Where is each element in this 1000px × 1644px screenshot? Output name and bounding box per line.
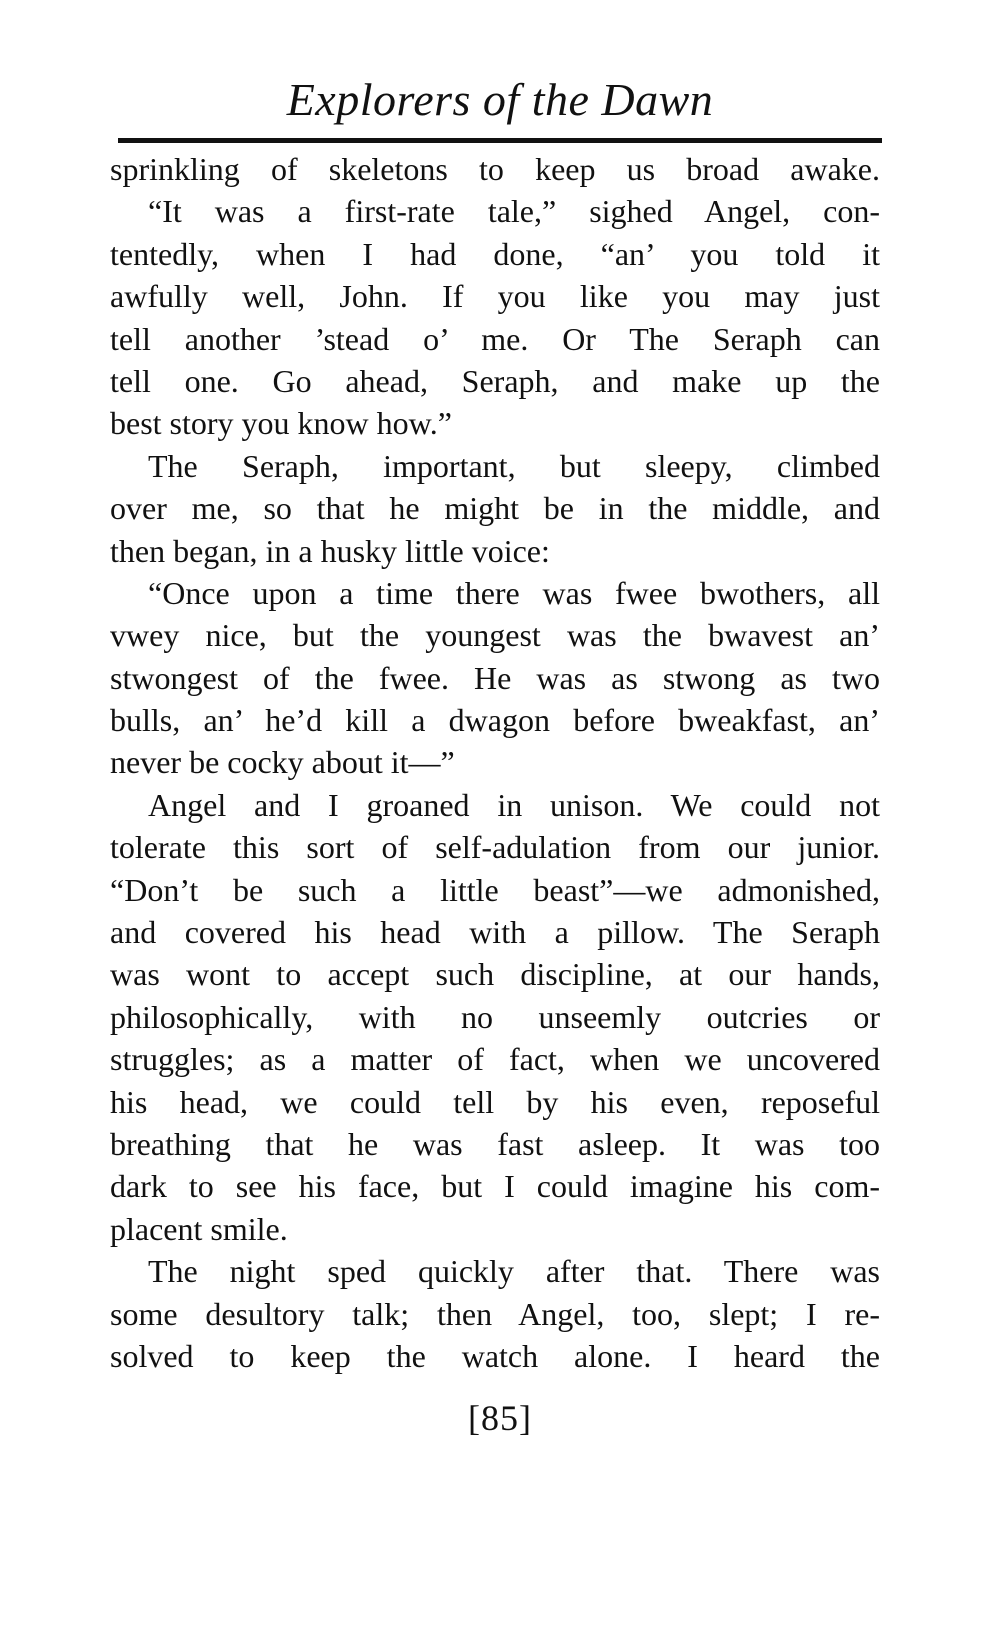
text-line: stwongest of the fwee. He was as stwong as two	[110, 659, 880, 696]
text-line: “It was a first-rate tale,” sighed Angel, con-	[148, 193, 880, 230]
text-line: solved to keep the watch alone. I heard the	[110, 1337, 880, 1374]
text-line: tell another ’stead o’ me. Or The Seraph can	[110, 320, 880, 357]
text-line: tentedly, when I had done, “an’ you told it	[110, 235, 880, 272]
text-line: “Don’t be such a little beast”—we admonished,	[110, 871, 880, 908]
header-rule	[118, 138, 882, 143]
text-line: over me, so that he might be in the middle, and	[110, 490, 880, 527]
text-line: The night sped quickly after that. There was	[148, 1253, 880, 1290]
text-line: then began, in a husky little voice:	[110, 532, 550, 569]
text-line: philosophically, with no unseemly outcries or	[110, 998, 880, 1035]
body-text	[110, 148, 880, 1377]
text-line: Angel and I groaned in unison. We could not	[148, 786, 880, 823]
text-line: best story you know how.”	[110, 405, 452, 442]
text-line: his head, we could tell by his even, reposeful	[110, 1083, 880, 1120]
text-line: was wont to accept such discipline, at our hands,	[110, 956, 880, 993]
text-line: dark to see his face, but I could imagine his com-	[110, 1168, 880, 1205]
page-number: [85]	[468, 1398, 532, 1438]
text-line: sprinkling of skeletons to keep us broad awake.	[110, 151, 880, 187]
text-line: The Seraph, important, but sleepy, climbed	[148, 447, 880, 484]
text-line: never be cocky about it—”	[110, 744, 455, 781]
text-line: some desultory talk; then Angel, too, slept; I re-	[110, 1295, 880, 1332]
text-line: awfully well, John. If you like you may just	[110, 278, 880, 315]
text-line: tolerate this sort of self-adulation from our junior.	[110, 829, 880, 866]
text-line: placent smile.	[110, 1210, 288, 1247]
text-line: breathing that he was fast asleep. It was too	[110, 1125, 880, 1162]
running-head: Explorers of the Dawn	[286, 74, 714, 125]
text-line: bulls, an’ he’d kill a dwagon before bweakfast, an’	[110, 702, 880, 739]
text-line: and covered his head with a pillow. The Seraph	[110, 914, 880, 951]
text-line: tell one. Go ahead, Seraph, and make up the	[110, 362, 880, 399]
text-line: vwey nice, but the youngest was the bwavest an’	[110, 617, 880, 654]
text-line: “Once upon a time there was fwee bwothers, all	[148, 574, 880, 611]
text-line: struggles; as a matter of fact, when we uncovered	[110, 1041, 880, 1078]
